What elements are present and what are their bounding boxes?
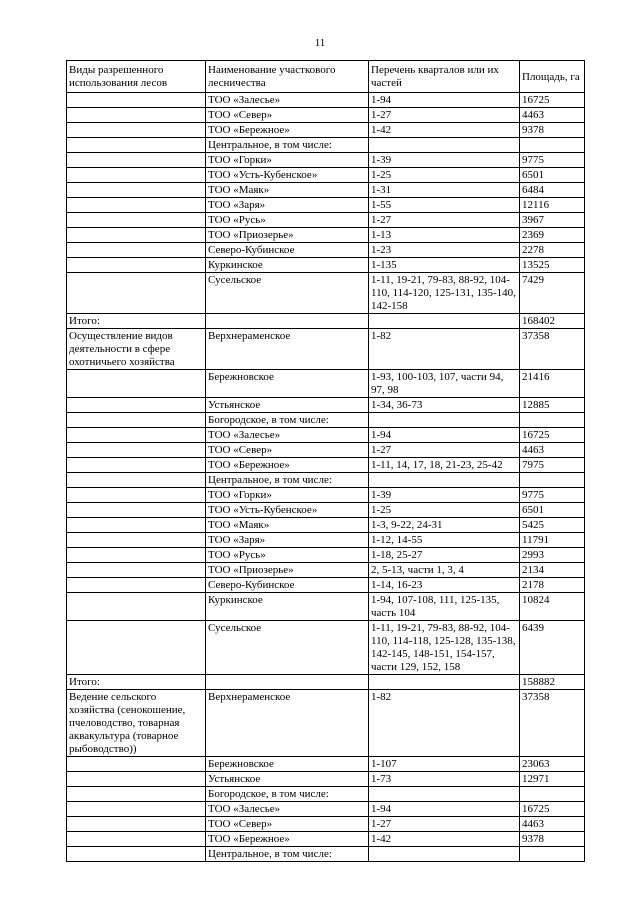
quarters-cell: 1-94, 107-108, 111, 125-135, часть 104 xyxy=(369,593,520,621)
table-row xyxy=(67,621,585,675)
forestry-cell: ТОО «Усть-Кубенское» xyxy=(206,168,369,183)
quarters-cell: 1-27 xyxy=(369,443,520,458)
use-cell xyxy=(67,503,206,518)
area-cell: 9775 xyxy=(520,153,585,168)
quarters-cell xyxy=(369,787,520,802)
forestry-cell: ТОО «Горки» xyxy=(206,488,369,503)
quarters-cell: 1-27 xyxy=(369,108,520,123)
quarters-cell: 1-25 xyxy=(369,503,520,518)
table-row xyxy=(67,443,585,458)
forestry-cell: ТОО «Бережное» xyxy=(206,458,369,473)
use-cell: Ведение сельского хозяйства (сенокошение, пчеловодство, товарная аквакультура (товарное рыбоводство)) xyxy=(67,690,206,757)
quarters-cell xyxy=(369,314,520,329)
quarters-cell: 1-93, 100-103, 107, части 94, 97, 98 xyxy=(369,370,520,398)
table-row xyxy=(67,183,585,198)
quarters-cell: 1-25 xyxy=(369,168,520,183)
area-cell: 12885 xyxy=(520,398,585,413)
area-cell xyxy=(520,138,585,153)
table-row xyxy=(67,772,585,787)
use-cell: Осуществление видов деятельности в сфере охотничьего хозяйства xyxy=(67,329,206,370)
area-cell: 12971 xyxy=(520,772,585,787)
use-cell xyxy=(67,518,206,533)
use-cell xyxy=(67,578,206,593)
area-cell: 9378 xyxy=(520,123,585,138)
use-cell xyxy=(67,787,206,802)
table-row xyxy=(67,533,585,548)
table-row xyxy=(67,228,585,243)
table-row xyxy=(67,108,585,123)
use-cell: Итого: xyxy=(67,314,206,329)
area-cell: 11791 xyxy=(520,533,585,548)
table-row xyxy=(67,168,585,183)
area-cell: 168402 xyxy=(520,314,585,329)
area-cell: 2134 xyxy=(520,563,585,578)
area-cell: 37358 xyxy=(520,690,585,757)
use-cell xyxy=(67,563,206,578)
forestry-cell: Сусельское xyxy=(206,273,369,314)
table-row xyxy=(67,563,585,578)
table-row xyxy=(67,123,585,138)
use-cell xyxy=(67,108,206,123)
forestry-cell: ТОО «Усть-Кубенское» xyxy=(206,503,369,518)
area-cell xyxy=(520,473,585,488)
forestry-cell: Северо-Кубинское xyxy=(206,243,369,258)
quarters-cell: 2, 5-13, части 1, 3, 4 xyxy=(369,563,520,578)
area-cell: 9378 xyxy=(520,832,585,847)
use-cell xyxy=(67,443,206,458)
area-cell: 16725 xyxy=(520,802,585,817)
quarters-cell: 1-13 xyxy=(369,228,520,243)
use-cell xyxy=(67,428,206,443)
quarters-cell: 1-94 xyxy=(369,93,520,108)
use-cell xyxy=(67,153,206,168)
table-row xyxy=(67,458,585,473)
area-cell: 4463 xyxy=(520,443,585,458)
quarters-cell: 1-39 xyxy=(369,488,520,503)
area-cell: 9775 xyxy=(520,488,585,503)
quarters-cell: 1-3, 9-22, 24-31 xyxy=(369,518,520,533)
quarters-cell: 1-11, 19-21, 79-83, 88-92, 104-110, 114-118, 125-128, 135-138, 142-145, 148-151, 154-157, части 129, 152, 158 xyxy=(369,621,520,675)
area-cell: 6501 xyxy=(520,168,585,183)
table-row xyxy=(67,398,585,413)
use-cell xyxy=(67,533,206,548)
forestry-cell: Верхнераменское xyxy=(206,690,369,757)
header-use-type: Виды разрешенного использования лесов xyxy=(67,61,206,93)
forestry-cell: Бережновское xyxy=(206,370,369,398)
forestry-cell: ТОО «Маяк» xyxy=(206,183,369,198)
quarters-cell: 1-23 xyxy=(369,243,520,258)
use-cell: Итого: xyxy=(67,675,206,690)
forestry-cell: ТОО «Заря» xyxy=(206,198,369,213)
table-row xyxy=(67,213,585,228)
use-cell xyxy=(67,772,206,787)
quarters-cell: 1-12, 14-55 xyxy=(369,533,520,548)
area-cell: 13525 xyxy=(520,258,585,273)
table-row xyxy=(67,802,585,817)
forestry-cell: Верхнераменское xyxy=(206,329,369,370)
table-row xyxy=(67,548,585,563)
area-cell: 2369 xyxy=(520,228,585,243)
forestry-cell: ТОО «Маяк» xyxy=(206,518,369,533)
use-cell xyxy=(67,370,206,398)
area-cell: 4463 xyxy=(520,817,585,832)
table-row xyxy=(67,413,585,428)
use-cell xyxy=(67,258,206,273)
forestry-cell: ТОО «Приозерье» xyxy=(206,563,369,578)
quarters-cell xyxy=(369,847,520,862)
table-row xyxy=(67,757,585,772)
quarters-cell: 1-11, 19-21, 79-83, 88-92, 104-110, 114-120, 125-131, 135-140, 142-158 xyxy=(369,273,520,314)
forestry-cell: ТОО «Бережное» xyxy=(206,123,369,138)
use-cell xyxy=(67,273,206,314)
forestry-cell: Северо-Кубинское xyxy=(206,578,369,593)
use-cell xyxy=(67,93,206,108)
forestry-cell: ТОО «Заря» xyxy=(206,533,369,548)
quarters-cell: 1-34, 36-73 xyxy=(369,398,520,413)
table-row xyxy=(67,243,585,258)
use-cell xyxy=(67,213,206,228)
use-cell xyxy=(67,398,206,413)
use-cell xyxy=(67,123,206,138)
area-cell: 3967 xyxy=(520,213,585,228)
quarters-cell: 1-55 xyxy=(369,198,520,213)
table-row xyxy=(67,817,585,832)
area-cell xyxy=(520,787,585,802)
quarters-cell: 1-94 xyxy=(369,802,520,817)
area-cell: 23063 xyxy=(520,757,585,772)
area-cell: 16725 xyxy=(520,428,585,443)
table-row xyxy=(67,370,585,398)
area-cell: 158882 xyxy=(520,675,585,690)
forestry-cell: Бережновское xyxy=(206,757,369,772)
area-cell: 2278 xyxy=(520,243,585,258)
quarters-cell: 1-82 xyxy=(369,690,520,757)
forestry-cell: ТОО «Залесье» xyxy=(206,93,369,108)
use-cell xyxy=(67,413,206,428)
quarters-cell: 1-73 xyxy=(369,772,520,787)
table-row xyxy=(67,675,585,690)
quarters-cell: 1-31 xyxy=(369,183,520,198)
quarters-cell: 1-27 xyxy=(369,817,520,832)
area-cell: 37358 xyxy=(520,329,585,370)
quarters-cell xyxy=(369,413,520,428)
table-row xyxy=(67,578,585,593)
area-cell: 7975 xyxy=(520,458,585,473)
quarters-cell xyxy=(369,138,520,153)
quarters-cell: 1-14, 16-23 xyxy=(369,578,520,593)
table-row xyxy=(67,593,585,621)
forestry-cell: Богородское, в том числе: xyxy=(206,787,369,802)
table-row xyxy=(67,847,585,862)
forestry-cell: ТОО «Залесье» xyxy=(206,802,369,817)
use-cell xyxy=(67,473,206,488)
quarters-cell: 1-42 xyxy=(369,832,520,847)
table-row xyxy=(67,518,585,533)
use-cell xyxy=(67,802,206,817)
quarters-cell: 1-107 xyxy=(369,757,520,772)
forest-use-table xyxy=(66,60,585,862)
table-row xyxy=(67,153,585,168)
quarters-cell: 1-27 xyxy=(369,213,520,228)
quarters-cell: 1-135 xyxy=(369,258,520,273)
table-row xyxy=(67,690,585,757)
area-cell: 2178 xyxy=(520,578,585,593)
forestry-cell: Куркинское xyxy=(206,258,369,273)
area-cell: 2993 xyxy=(520,548,585,563)
area-cell: 16725 xyxy=(520,93,585,108)
use-cell xyxy=(67,847,206,862)
table-body xyxy=(67,93,585,862)
table-row xyxy=(67,93,585,108)
use-cell xyxy=(67,183,206,198)
table-row xyxy=(67,428,585,443)
table-row xyxy=(67,488,585,503)
use-cell xyxy=(67,243,206,258)
area-cell: 21416 xyxy=(520,370,585,398)
forestry-cell: ТОО «Русь» xyxy=(206,213,369,228)
table-row xyxy=(67,787,585,802)
forestry-cell: ТОО «Север» xyxy=(206,443,369,458)
area-cell: 4463 xyxy=(520,108,585,123)
quarters-cell: 1-42 xyxy=(369,123,520,138)
forestry-cell: Куркинское xyxy=(206,593,369,621)
table-row xyxy=(67,258,585,273)
forestry-cell: Сусельское xyxy=(206,621,369,675)
table-row xyxy=(67,138,585,153)
header-forestry-name: Наименование участкового лесничества xyxy=(206,61,369,93)
header-quarters: Перечень кварталов или их частей xyxy=(369,61,520,93)
table-row xyxy=(67,329,585,370)
forestry-cell: Богородское, в том числе: xyxy=(206,413,369,428)
table-row xyxy=(67,832,585,847)
table-header-row xyxy=(67,61,585,93)
forestry-cell: Центральное, в том числе: xyxy=(206,847,369,862)
forestry-cell: ТОО «Бережное» xyxy=(206,832,369,847)
forestry-cell xyxy=(206,675,369,690)
table-row xyxy=(67,473,585,488)
area-cell: 6439 xyxy=(520,621,585,675)
quarters-cell: 1-82 xyxy=(369,329,520,370)
table-row xyxy=(67,503,585,518)
use-cell xyxy=(67,757,206,772)
forestry-cell: ТОО «Север» xyxy=(206,108,369,123)
area-cell xyxy=(520,847,585,862)
use-cell xyxy=(67,138,206,153)
quarters-cell: 1-94 xyxy=(369,428,520,443)
area-cell: 10824 xyxy=(520,593,585,621)
area-cell: 6501 xyxy=(520,503,585,518)
forestry-cell: ТОО «Горки» xyxy=(206,153,369,168)
quarters-cell xyxy=(369,473,520,488)
table-row xyxy=(67,273,585,314)
area-cell: 5425 xyxy=(520,518,585,533)
use-cell xyxy=(67,488,206,503)
use-cell xyxy=(67,198,206,213)
quarters-cell: 1-18, 25-27 xyxy=(369,548,520,563)
use-cell xyxy=(67,228,206,243)
page-number: 11 xyxy=(314,37,326,49)
forestry-cell: Центральное, в том числе: xyxy=(206,138,369,153)
use-cell xyxy=(67,817,206,832)
area-cell: 7429 xyxy=(520,273,585,314)
use-cell xyxy=(67,548,206,563)
quarters-cell: 1-11, 14, 17, 18, 21-23, 25-42 xyxy=(369,458,520,473)
area-cell: 12116 xyxy=(520,198,585,213)
forestry-cell: Устьянское xyxy=(206,772,369,787)
use-cell xyxy=(67,168,206,183)
forestry-cell: ТОО «Север» xyxy=(206,817,369,832)
quarters-cell: 1-39 xyxy=(369,153,520,168)
forestry-cell: Центральное, в том числе: xyxy=(206,473,369,488)
use-cell xyxy=(67,458,206,473)
area-cell xyxy=(520,413,585,428)
table-row xyxy=(67,198,585,213)
use-cell xyxy=(67,832,206,847)
header-area: Площадь, га xyxy=(520,61,585,93)
forestry-cell: Устьянское xyxy=(206,398,369,413)
use-cell xyxy=(67,621,206,675)
use-cell xyxy=(67,593,206,621)
forestry-cell: ТОО «Русь» xyxy=(206,548,369,563)
table-row xyxy=(67,314,585,329)
area-cell: 6484 xyxy=(520,183,585,198)
quarters-cell xyxy=(369,675,520,690)
forestry-cell: ТОО «Залесье» xyxy=(206,428,369,443)
forestry-cell: ТОО «Приозерье» xyxy=(206,228,369,243)
forestry-cell xyxy=(206,314,369,329)
